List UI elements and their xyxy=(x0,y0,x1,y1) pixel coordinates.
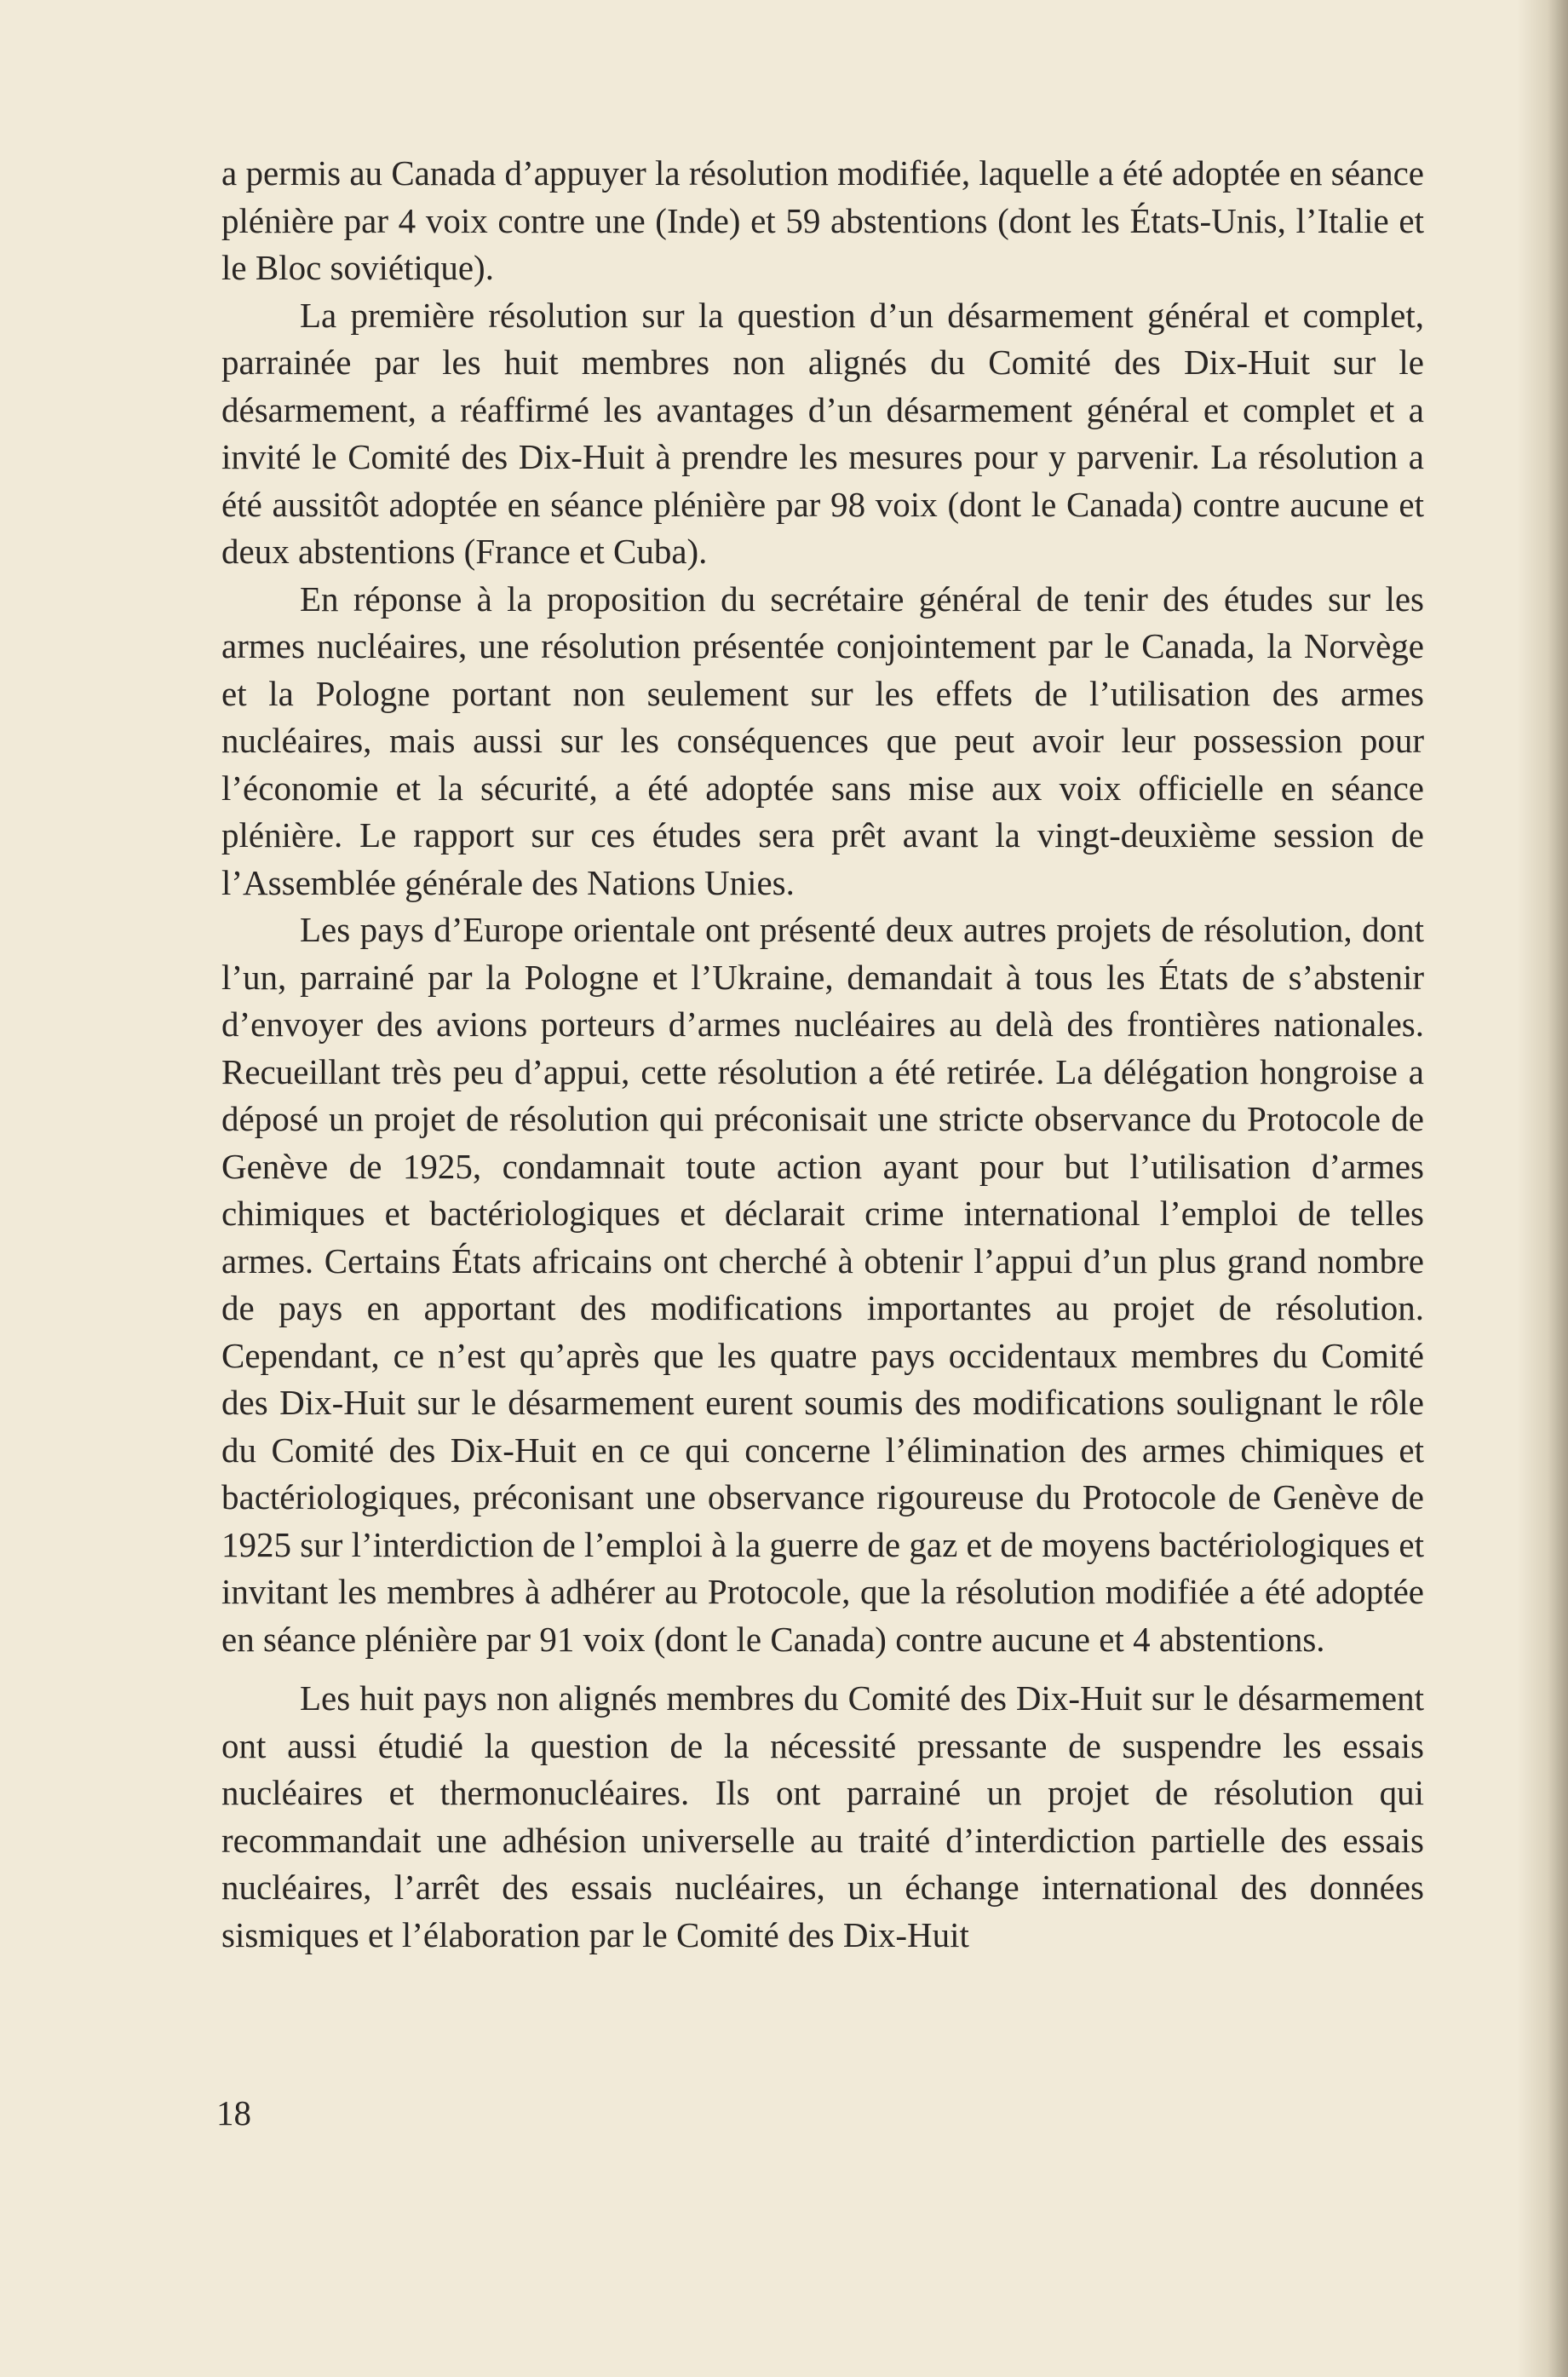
body-text xyxy=(221,150,1424,1959)
page-edge-shadow xyxy=(1517,0,1568,2377)
paragraph-nuclear-tests: Les huit pays non alignés membres du Comité des Dix-Huit sur le désarmement ont aussi étudié la question de la nécessité pressante de suspendre les essais nucléaires et thermonucléaires. Ils ont parrainé un projet de résolution qui recommandait une adhésion universelle au traité d’interdiction partielle des essais nucléaires, l’arrêt des essais nucléaires, un échange international des données sismiques et l’élaboration par le Comité des Dix-Huit xyxy=(221,1678,1424,1954)
paragraph-general-disarmament: La première résolution sur la question d’un désarmement général et complet, parrainée par les huit membres non alignés du Comité des Dix-Huit sur le désarmement, a réaffirmé les avantages d’un désarmement général et complet et a invité le Comité des Dix-Huit à prendre les mesures pour y parvenir. La résolution a été aussitôt adoptée en séance plénière par 98 voix (dont le Canada) contre aucune et deux abstentions (France et Cuba). xyxy=(221,295,1424,571)
paragraph-continuation: a permis au Canada d’appuyer la résolution modifiée, laquelle a été adoptée en séance plénière par 4 voix contre une (Inde) et 59 abstentions (dont les États-Unis, l’Italie et le Bloc soviétique). xyxy=(221,153,1424,287)
paragraph-nuclear-studies: En réponse à la proposition du secrétaire général de tenir des études sur les armes nucléaires, une résolution présentée conjointement par le Canada, la Norvège et la Pologne portant non seulement sur les effets de l’utilisation des armes nucléaires, mais aussi sur les conséquences que peut avoir leur possession pour l’économie et la sécurité, a été adoptée sans mise aux voix officielle en séance plénière. Le rapport sur ces études sera prêt avant la vingt-deuxième session de l’Assemblée générale des Nations Unies. xyxy=(221,578,1424,902)
page-number: 18 xyxy=(216,2093,251,2132)
paragraph-eastern-europe-resolutions: Les pays d’Europe orientale ont présenté deux autres projets de résolution, dont l’un, parrainé par la Pologne et l’Ukraine, demandait à tous les États de s’abstenir d’envoyer des avions porteurs d’armes nucléaires au delà des frontières nationales. Recueillant très peu d’appui, cette résolution a été retirée. La délégation hongroise a déposé un projet de résolution qui préconisait une stricte observance du Protocole de Genève de 1925, condamnait toute action ayant pour but l’utilisation d’armes chimiques et bactériologiques et déclarait crime international l’emploi de telles armes. Certains États africains ont cherché à obtenir l’appui d’un plus grand nombre de pays en apportant des modifications importantes au projet de résolution. Cependant, ce n’est qu’après que les quatre pays occidentaux membres du Comité des Dix-Huit sur le désarmement eurent soumis des modifications soulignant le rôle du Comité des Dix-Huit en ce qui concerne l’élimination des armes chimiques et bactériologiques, préconisant une observance rigoureuse du Protocole de Genève de 1925 sur l’interdiction de l’emploi à la guerre de gaz et de moyens bactériologiques et invitant les membres à adhérer au Protocole, que la résolution modifiée a été adoptée en séance plénière par 91 voix (dont le Canada) contre aucune et 4 abstentions. xyxy=(221,910,1424,1659)
